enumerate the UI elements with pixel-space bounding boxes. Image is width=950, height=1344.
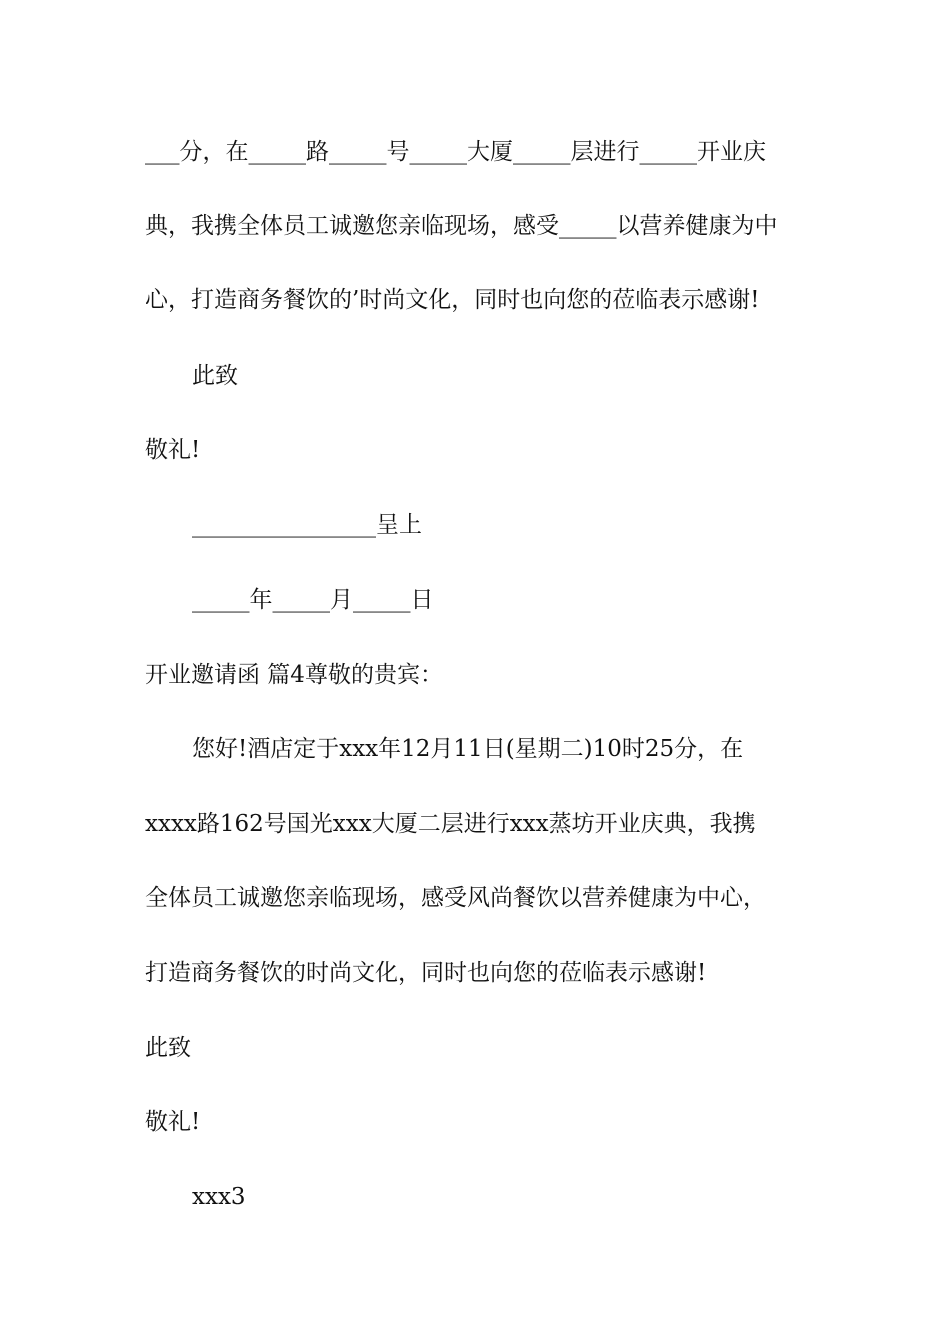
signature-line: xxx3 <box>192 1184 246 1210</box>
date-line: _____年_____月_____日 <box>192 587 434 613</box>
salutation: 敬礼! <box>145 437 201 463</box>
signature-line: ________________呈上 <box>192 512 422 538</box>
salutation: 敬礼! <box>145 1109 201 1135</box>
section-heading: 开业邀请函 篇4尊敬的贵宾： <box>145 662 443 688</box>
paragraph-line: 心，打造商务餐饮的’时尚文化，同时也向您的莅临表示感谢! <box>145 287 760 313</box>
paragraph-line: 您好!酒店定于xxx年12月11日(星期二)10时25分，在 <box>192 736 744 762</box>
paragraph-line: 全体员工诚邀您亲临现场，感受风尚餐饮以营养健康为中心， <box>145 885 766 911</box>
paragraph-line: ___分，在_____路_____号_____大厦_____层进行_____开业庆 <box>145 139 766 165</box>
closing-phrase: 此致 <box>145 1035 191 1061</box>
closing-phrase: 此致 <box>192 363 238 389</box>
paragraph-line: 典，我携全体员工诚邀您亲临现场，感受_____以营养健康为中 <box>145 213 778 239</box>
paragraph-line: 打造商务餐饮的时尚文化，同时也向您的莅临表示感谢! <box>145 960 707 986</box>
paragraph-line: xxxx路162号国光xxx大厦二层进行xxx蒸坊开业庆典，我携 <box>145 811 756 837</box>
